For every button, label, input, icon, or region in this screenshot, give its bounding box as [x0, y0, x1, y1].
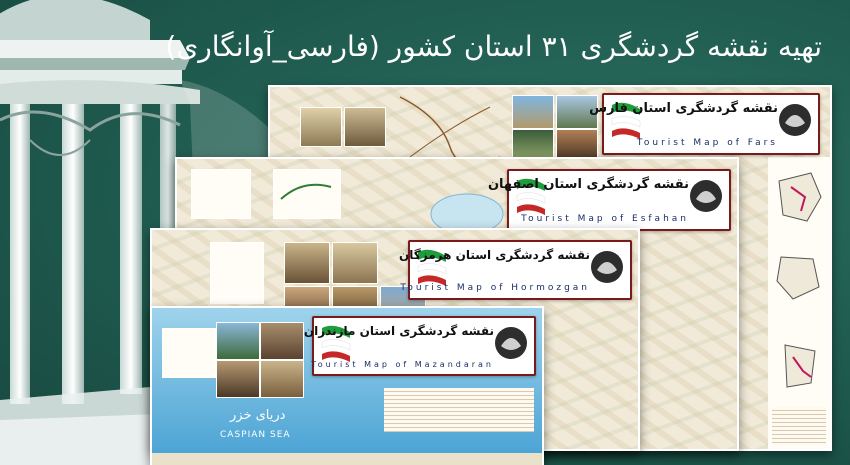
inset-map-icon [771, 167, 827, 227]
inset-map [162, 328, 216, 378]
map-publisher-logo-icon [492, 324, 530, 362]
map-title-box-mazandaran [303, 316, 536, 376]
map-photo [332, 242, 378, 284]
inset-map-icon [771, 247, 827, 307]
map-title-fa: نقشه گردشگری استان هرمزگان [399, 248, 590, 262]
description-text-block [384, 388, 534, 432]
inset-map [191, 169, 251, 219]
inset-map-icon [771, 337, 827, 397]
map-photo [260, 360, 304, 398]
map-title-box-fars [589, 93, 820, 155]
map-title-box-esfahan [487, 169, 731, 231]
map-title-box-hormozgan [399, 240, 632, 300]
map-title-en: Tourist Map of Fars [636, 138, 778, 148]
map-photo [260, 322, 304, 360]
coastline-strip [152, 453, 542, 465]
caspian-sea-label-fa: دریای خزر [230, 408, 286, 423]
map-photo [216, 360, 260, 398]
map-photo [300, 107, 342, 147]
map-publisher-logo-icon [687, 177, 725, 215]
map-route [273, 169, 339, 217]
map-publisher-logo-icon [776, 101, 814, 139]
legend-text-block [772, 407, 826, 445]
map-photo [284, 242, 330, 284]
map-title-en: Tourist Map of Esfahan [521, 214, 689, 224]
page-headline: تهیه نقشه گردشگری ۳۱ استان کشور (فارسی_آوانگاری) [165, 30, 822, 63]
map-title-en: Tourist Map of Mazandaran [311, 360, 494, 369]
map-title-fa: نقشه گردشگری استان اصفهان [487, 177, 689, 192]
map-inset-column [768, 157, 830, 449]
map-photo [344, 107, 386, 147]
inset-map [210, 242, 264, 304]
map-photo [216, 322, 260, 360]
map-title-fa: نقشه گردشگری استان مازندران [303, 324, 494, 338]
map-card-mazandaran [150, 306, 544, 465]
map-title-fa: نقشه گردشگری استان فارس [589, 101, 778, 116]
map-publisher-logo-icon [588, 248, 626, 286]
caspian-sea-label-en: CASPIAN SEA [220, 430, 291, 440]
map-title-en: Tourist Map of Hormozgan [400, 283, 590, 293]
map-photo [512, 95, 554, 129]
map-route [390, 87, 510, 167]
